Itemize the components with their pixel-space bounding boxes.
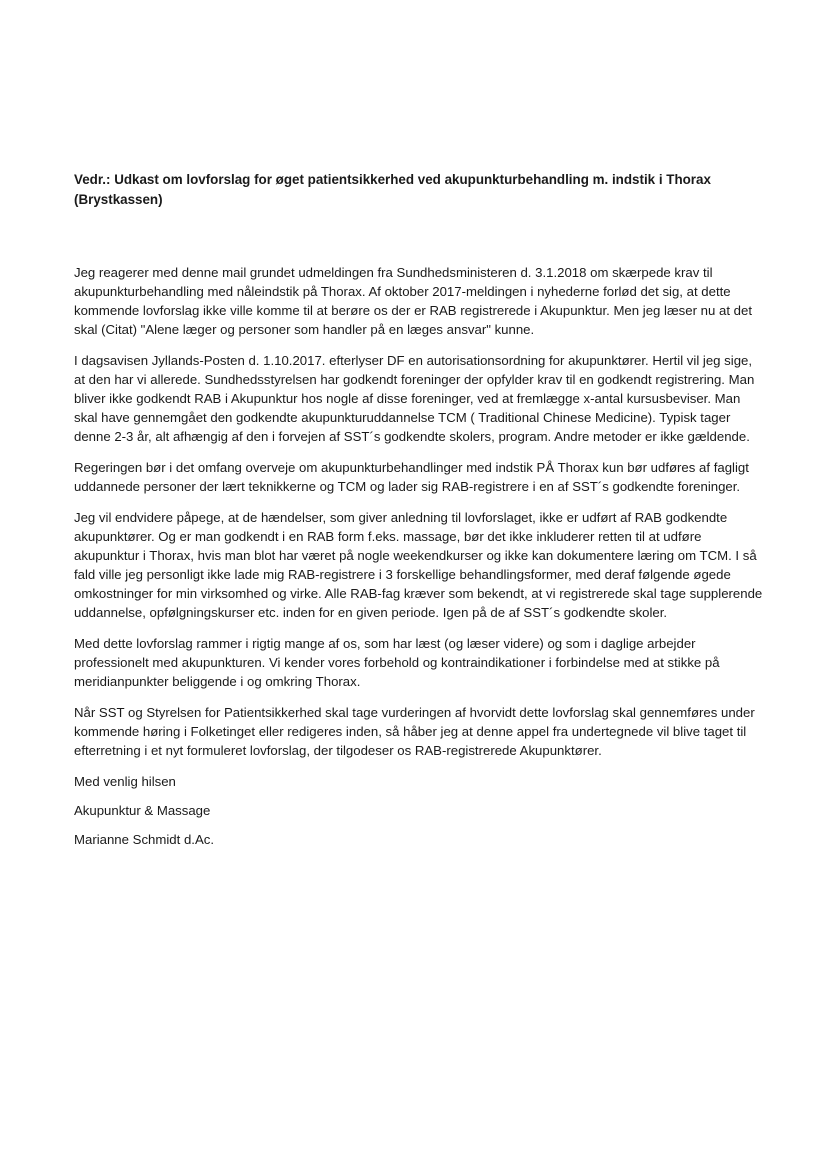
closing-salutation: Med venlig hilsen [74,774,176,789]
letter-body [74,170,764,859]
paragraph-5: Med dette lovforslag rammer i rigtig mange af os, som har læst (og læser videre) og som i daglige arbejder professionelt med akupunkturen. Vi kender vores forbehold og kontraindikationer i forbindelse med at stikke på meridianpunkter beliggende i og omkring Thorax. [74,636,720,689]
paragraph-2: I dagsavisen Jyllands-Posten d. 1.10.2017. efterlyser DF en autorisationsordning for akupunktører. Hertil vil jeg sige, at den har vi allerede. Sundhedsstyrelsen har godkendt foreninger der opfylder krav til en godkendt registrering. Man bliver ikke godkendt RAB i Akupunktur hos nogle af disse foreninger, ved at fremlægge x-antal kursusbeviser. Man skal have gennemgået den godkendte akupunkturuddannelse TCM ( Traditional Chinese Medicine). Typisk tager denne 2-3 år, alt afhængig af den i forvejen af SST´s godkendte skolers, program. Andre metoder er ikke gældende. [74,353,755,444]
letter-subject: Vedr.: Udkast om lovforslag for øget patientsikkerhed ved akupunkturbehandling m. indstik i Thorax (Brystkassen) [74,172,711,207]
signature-name: Marianne Schmidt d.Ac. [74,832,214,847]
paragraph-6: Når SST og Styrelsen for Patientsikkerhed skal tage vurderingen af hvorvidt dette lovforslag skal gennemføres under kommende høring i Folketinget eller redigeres inden, så håber jeg at denne appel fra undertegnede vil blive taget til efterretning i et nyt formuleret lovforslag, der tilgodeser os RAB-registrerede Akupunktører. [74,705,755,758]
paragraph-4: Jeg vil endvidere påpege, at de hændelser, som giver anledning til lovforslaget, ikke er udført af RAB godkendte akupunktører. Og er man godkendt i en RAB form f.eks. massage, bør det ikke inkluderer retten til at udføre akupunktur i Thorax, hvis man blot har været på nogle weekendkurser og ikke kan dokumentere læring om TCM. I så fald ville jeg personligt ikke lade mig RAB-registrere i 3 forskellige behandlingsformer, med deraf følgende øgede omkostninger for min virksomhed og virke. Alle RAB-fag kræver som bekendt, at vi registrerede skal tage supplerende uddannelse, opfølgningskurser etc. inden for en given periode. Igen på de af SST´s godkendte skoler. [74,510,763,620]
paragraph-1: Jeg reagerer med denne mail grundet udmeldingen fra Sundhedsministeren d. 3.1.2018 om skærpede krav til akupunkturbehandling med nåleindstik på Thorax. Af oktober 2017-meldingen i nyhederne forlød det sig, at dette kommende lovforslag ikke ville komme til at berøre os der er RAB registrerede i Akupunktur. Men jeg læser nu at det skal (Citat) "Alene læger og personer som handler på en læges ansvar" kunne. [74,265,752,337]
paragraph-3: Regeringen bør i det omfang overveje om akupunkturbehandlinger med indstik PÅ Thorax kun bør udføres af fagligt uddannede personer der lært teknikkerne og TCM og lader sig RAB-registrere i en af SST´s godkendte foreninger. [74,460,749,494]
company-name: Akupunktur & Massage [74,803,211,818]
